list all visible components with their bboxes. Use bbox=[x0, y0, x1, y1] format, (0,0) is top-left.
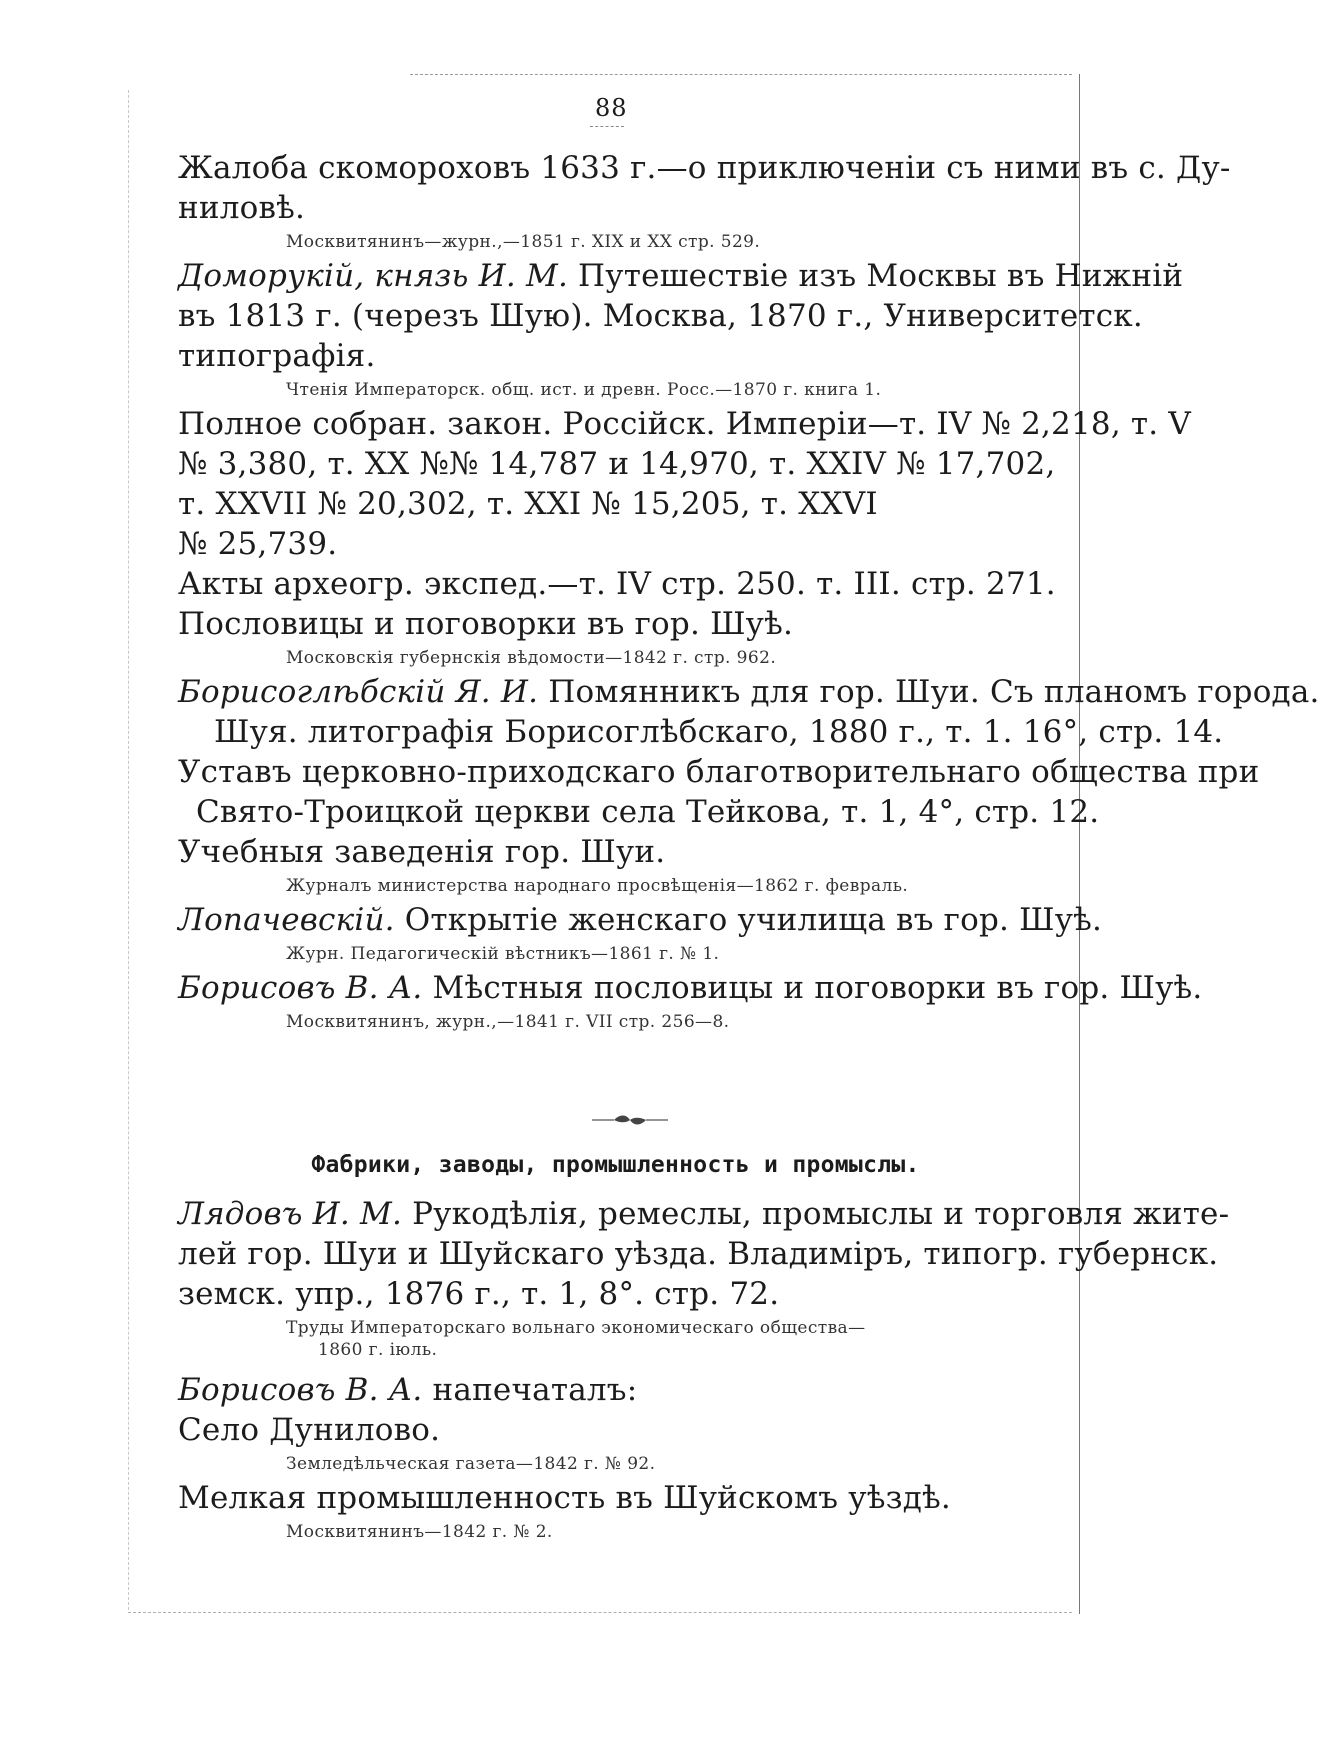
bibliography-entry bbox=[178, 1194, 1230, 1364]
bibliography-entry bbox=[178, 968, 1203, 1036]
entry-author: Лопачевскій. bbox=[178, 902, 395, 938]
entry-author: Борисовъ В. А. bbox=[178, 1372, 423, 1408]
entry-line: № 3,380, т. XX №№ 14,787 и 14,970, т. XXIV № 17,702, bbox=[178, 446, 1056, 482]
entry-source: Журналъ министерства народнаго просвѣщенія—1862 г. февраль. bbox=[286, 876, 909, 896]
bibliography-entry bbox=[178, 900, 1103, 968]
entry-line: Шуя. литографія Борисоглѣбскаго, 1880 г., т. 1. 16°, стр. 14. bbox=[214, 714, 1224, 750]
bibliography-entry bbox=[178, 148, 1231, 256]
bibliography-entry bbox=[178, 1410, 1053, 1478]
bibliography-entry bbox=[178, 1370, 1053, 1410]
entry-line: Жалоба скомороховъ 1633 г.—о приключеніи съ ними въ с. Ду- bbox=[178, 150, 1231, 186]
bottom-border-line bbox=[128, 1612, 1072, 1613]
entry-title: Помянникъ для гор. Шуи. Съ планомъ города. bbox=[538, 674, 1320, 710]
entry-line: Уставъ церковно-приходскаго благотворительнаго общества при bbox=[178, 754, 1260, 790]
entry-author: Доморукій, князь И. М. bbox=[178, 258, 568, 294]
entry-title: Рукодѣлія, ремеслы, промыслы и торговля жите- bbox=[402, 1196, 1230, 1232]
bibliography-entry bbox=[178, 1478, 1053, 1546]
entry-source: 1860 г. іюль. bbox=[318, 1340, 438, 1360]
entry-source: Журн. Педагогическій вѣстникъ—1861 г. № 1. bbox=[286, 944, 720, 964]
entry-line: Свято-Троицкой церкви села Тейкова, т. 1, 4°, стр. 12. bbox=[196, 794, 1100, 830]
bibliography-list-bottom bbox=[178, 1194, 1230, 1546]
section-divider-ornament bbox=[590, 1113, 670, 1127]
section-title: Фабрики, заводы, промышленность и промыслы. bbox=[311, 1152, 920, 1178]
entry-source: Земледѣльческая газета—1842 г. № 92. bbox=[286, 1454, 656, 1474]
bibliography-entry bbox=[178, 564, 1056, 604]
bibliography-entry bbox=[178, 604, 1053, 672]
entry-line: лей гор. Шуи и Шуйскаго уѣзда. Владиміръ, типогр. губернск. bbox=[178, 1236, 1219, 1272]
entry-line: Село Дунилово. bbox=[178, 1412, 441, 1448]
entry-line: Акты археогр. экспед.—т. IV стр. 250. т. III. стр. 271. bbox=[178, 566, 1056, 602]
entry-line: Пословицы и поговорки въ гор. Шуѣ. bbox=[178, 606, 794, 642]
entry-line: типографія. bbox=[178, 338, 376, 374]
entry-source: Москвитянинъ, журн.,—1841 г. VII стр. 256—8. bbox=[286, 1012, 730, 1032]
bibliography-entry bbox=[178, 752, 1260, 832]
left-border-line bbox=[128, 90, 129, 1610]
entry-source: Московскія губернскія вѣдомости—1842 г. стр. 962. bbox=[286, 648, 777, 668]
bibliography-entry bbox=[178, 672, 1320, 752]
entry-source: Москвитянинъ—журн.,—1851 г. XIX и XX стр. 529. bbox=[286, 232, 761, 252]
entry-line: т. XXVII № 20,302, т. XXI № 15,205, т. XXVI bbox=[178, 486, 878, 522]
bibliography-list-top bbox=[178, 148, 1320, 1036]
entry-source: Чтенія Императорск. общ. ист. и древн. Росс.—1870 г. книга 1. bbox=[286, 380, 882, 400]
entry-author: Борисовъ В. А. bbox=[178, 970, 423, 1006]
entry-title: напечаталъ: bbox=[422, 1372, 638, 1408]
entry-line: Полное собран. закон. Россійск. Имперіи—т. IV № 2,218, т. V bbox=[178, 406, 1191, 442]
entry-title: Открытіе женскаго училища въ гор. Шуѣ. bbox=[394, 902, 1103, 938]
top-border-line bbox=[410, 74, 1072, 75]
page-number-underline bbox=[590, 126, 624, 127]
entry-line: земск. упр., 1876 г., т. 1, 8°. стр. 72. bbox=[178, 1276, 780, 1312]
entry-line: № 25,739. bbox=[178, 526, 338, 562]
entry-line: ниловѣ. bbox=[178, 190, 306, 226]
entry-source: Москвитянинъ—1842 г. № 2. bbox=[286, 1522, 553, 1542]
entry-title: Путешествіе изъ Москвы въ Нижній bbox=[568, 258, 1184, 294]
entry-source: Труды Императорскаго вольнаго экономическаго общества— bbox=[286, 1318, 866, 1338]
entry-line: въ 1813 г. (черезъ Шую). Москва, 1870 г., Университетск. bbox=[178, 298, 1143, 334]
entry-line: Учебныя заведенія гор. Шуи. bbox=[178, 834, 666, 870]
entry-line: Мелкая промышленность въ Шуйскомъ уѣздѣ. bbox=[178, 1480, 951, 1516]
bibliography-entry bbox=[178, 832, 1053, 900]
bibliography-entry bbox=[178, 256, 1184, 404]
entry-author: Борисоглѣбскій Я. И. bbox=[178, 674, 539, 710]
bibliography-entry bbox=[178, 404, 1191, 564]
page-number: 88 bbox=[595, 94, 628, 122]
entry-author: Лядовъ И. М. bbox=[178, 1196, 403, 1232]
entry-title: Мѣстныя пословицы и поговорки въ гор. Шуѣ. bbox=[422, 970, 1203, 1006]
